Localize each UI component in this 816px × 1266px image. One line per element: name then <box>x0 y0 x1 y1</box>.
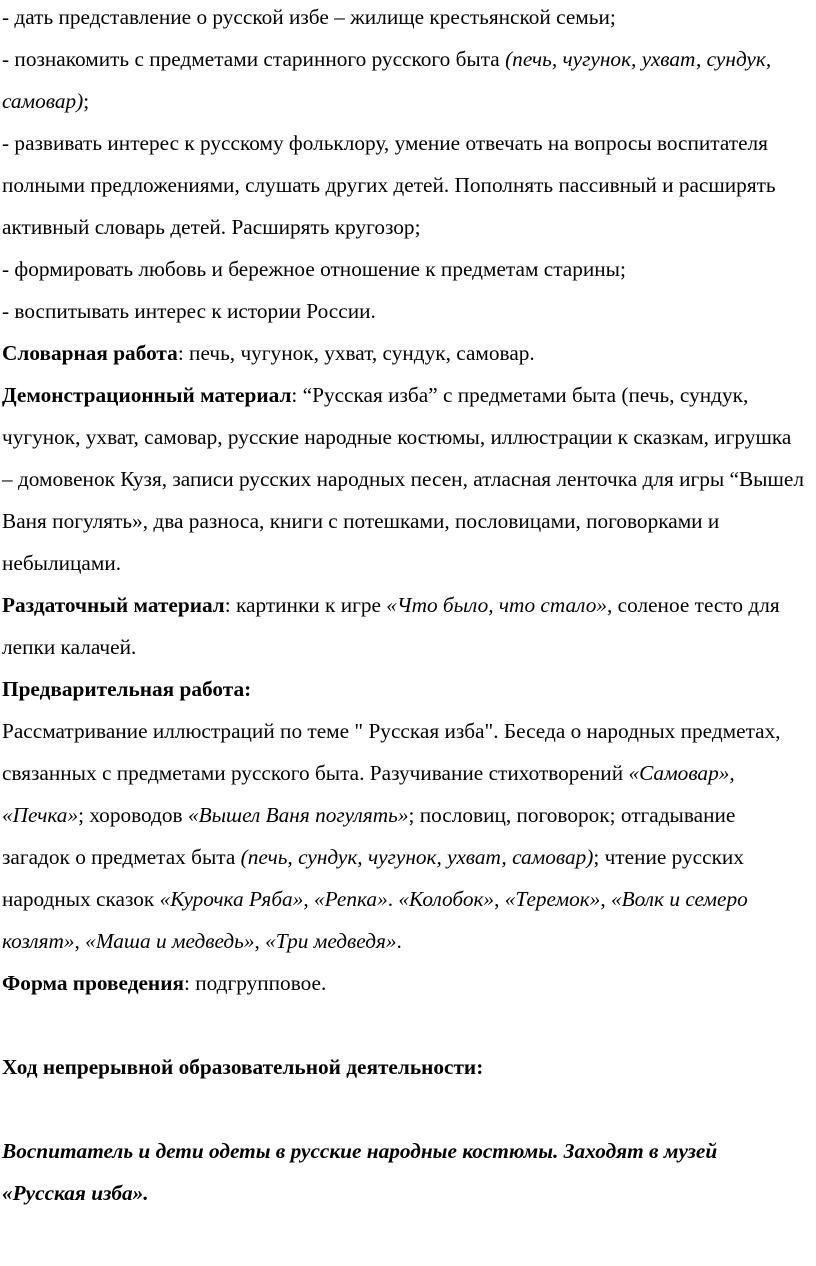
preliminary-text: . <box>387 887 399 911</box>
tale-title: «Теремок» <box>504 887 601 911</box>
preliminary-text: ; чтение русских народных сказок <box>2 845 744 911</box>
tale-title: «Курочка Ряба» <box>159 887 304 911</box>
handout-paragraph <box>2 584 806 668</box>
preliminary-text: Рассматривание иллюстраций по теме " Русская изба". Беседа о народных предметах, связанных с предметами русского быта. Разучивание стихотворений <box>2 719 781 785</box>
form-paragraph <box>2 962 806 1004</box>
preliminary-heading <box>2 668 806 710</box>
goal-2 <box>2 38 806 122</box>
goal-5-text: - воспитывать интерес к истории России. <box>2 299 376 323</box>
demo-text: : “Русская изба” с предметами быта (печь, сундук, чугунок, ухват, самовар, русские народные костюмы, иллюстрации к сказкам, игрушка – домовенок Кузя, записи русских народных песен, атласная ленточка для игры “Вышел Ваня погулять», два разноса, книги с потешками, пословицами, поговорками и небылицами. <box>2 383 804 575</box>
preliminary-text: ; пословиц, поговорок; отгадывание загадок о предметах быта <box>2 803 736 869</box>
vocabulary-paragraph <box>2 332 806 374</box>
tale-title: «Колобок» <box>398 887 495 911</box>
scene-paragraph <box>2 1130 806 1214</box>
tale-title: «Маша и медведь» <box>85 929 255 953</box>
preliminary-text: . <box>396 929 402 953</box>
course-heading <box>2 1046 806 1088</box>
goal-3 <box>2 122 806 248</box>
items-list: (печь, сундук, чугунок, ухват, самовар) <box>240 845 594 869</box>
goal-3-text: - развивать интерес к русскому фольклору, умение отвечать на вопросы воспитателя полными предложениями, слушать других детей. Пополнять пассивный и расширять активный словарь детей. Расширять кругозор; <box>2 131 776 239</box>
goal-2-items: (печь, чугунок, ухват, сундук, самовар) <box>2 47 772 113</box>
preliminary-text: , <box>729 761 735 785</box>
goal-1-text: - дать представление о русской избе – жилище крестьянской семьи; <box>2 5 616 29</box>
preliminary-text: , <box>254 929 266 953</box>
preliminary-text: , <box>600 887 611 911</box>
scene-text: Воспитатель и дети одеты в русские народные костюмы. Заходят в музей «Русская изба». <box>2 1139 718 1205</box>
preliminary-text: , <box>303 887 314 911</box>
tale-title: «Три медведя» <box>265 929 397 953</box>
course-heading-text: Ход непрерывной образовательной деятельности: <box>2 1055 484 1079</box>
preliminary-text: , <box>74 929 86 953</box>
handout-text-1: : картинки к игре <box>224 593 387 617</box>
preliminary-heading-text: Предварительная работа: <box>2 677 252 701</box>
form-label: Форма проведения <box>2 971 184 995</box>
handout-label: Раздаточный материал <box>2 593 225 617</box>
blank-line <box>2 1004 806 1046</box>
tale-title: «Репка» <box>314 887 388 911</box>
vocabulary-text: : печь, чугунок, ухват, сундук, самовар. <box>177 341 535 365</box>
goal-2-end: ; <box>83 89 90 113</box>
vocabulary-label: Словарная работа <box>2 341 178 365</box>
goal-5 <box>2 290 806 332</box>
handout-text-2: , соленое тесто для лепки калачей. <box>2 593 780 659</box>
dance-title: «Вышел Ваня погулять» <box>187 803 409 827</box>
goal-2-text: - познакомить с предметами старинного русского быта <box>2 47 506 71</box>
goal-1 <box>2 0 806 38</box>
demo-paragraph <box>2 374 806 584</box>
blank-line <box>2 1088 806 1130</box>
form-text: : подгрупповое. <box>184 971 327 995</box>
poem-title: «Печка» <box>2 803 79 827</box>
handout-game-title: «Что было, что стало» <box>386 593 607 617</box>
goal-4 <box>2 248 806 290</box>
tale-title: «Волк и семеро козлят» <box>2 887 748 953</box>
poem-title: «Самовар» <box>628 761 730 785</box>
demo-label: Демонстрационный материал <box>2 383 292 407</box>
preliminary-text: , <box>494 887 505 911</box>
preliminary-paragraph <box>2 710 806 962</box>
goal-4-text: - формировать любовь и бережное отношение к предметам старины; <box>2 257 626 281</box>
preliminary-text: ; хороводов <box>78 803 188 827</box>
